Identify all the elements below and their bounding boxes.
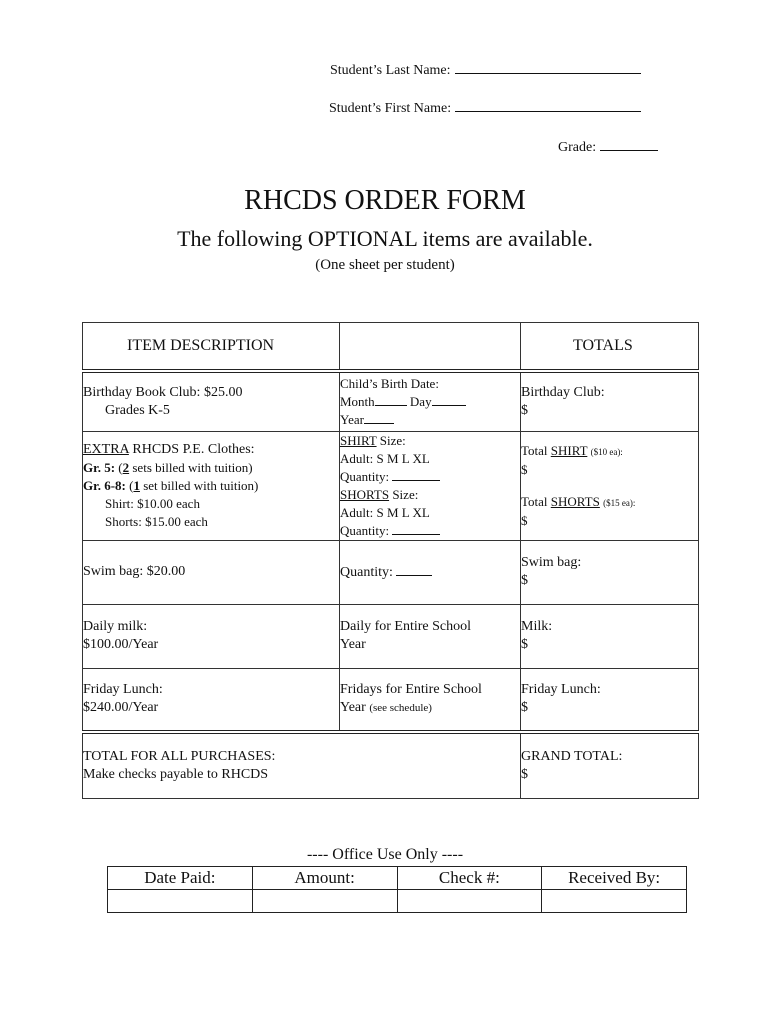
first-name-field[interactable] xyxy=(329,98,641,117)
check-number-cell[interactable] xyxy=(397,890,542,913)
birthday-total-label: Birthday Club: xyxy=(521,384,605,400)
received-by-cell[interactable] xyxy=(542,890,687,913)
grade-label: Grade: xyxy=(558,140,597,155)
lunch-label: Friday Lunch: xyxy=(83,682,163,698)
birth-month-day[interactable]: Month Day xyxy=(340,393,520,411)
grand-total-cell[interactable] xyxy=(521,732,699,798)
table-row-pe-clothes xyxy=(83,431,699,540)
swim-total-label: Swim bag: xyxy=(521,555,582,570)
lunch-schedule: Fridays for Entire School Year (see schedule) xyxy=(340,668,521,732)
shirt-quantity[interactable]: Quantity: xyxy=(340,468,520,486)
pe-grade5: Gr. 5: (2 sets billed with tuition) xyxy=(83,459,253,475)
table-row-birthday xyxy=(83,371,699,431)
last-name-line[interactable] xyxy=(455,60,641,74)
total-middle xyxy=(340,732,521,798)
lunch-total-dollar: $ xyxy=(521,700,528,716)
swim-total-cell[interactable] xyxy=(521,540,699,604)
swim-desc: Swim bag: $20.00 xyxy=(83,540,340,604)
last-name-field[interactable] xyxy=(330,60,641,79)
lunch-desc xyxy=(83,668,340,732)
total-desc xyxy=(83,732,340,798)
lunch-total-label: Friday Lunch: xyxy=(521,682,601,698)
date-paid-header: Date Paid: xyxy=(108,867,253,890)
form-title: RHCDS ORDER FORM xyxy=(244,185,526,216)
swim-total-dollar: $ xyxy=(521,573,528,588)
birthday-desc xyxy=(83,371,340,431)
birthday-total-cell[interactable] xyxy=(521,371,699,431)
pe-size-cell[interactable] xyxy=(340,431,521,540)
birthday-price: Birthday Book Club: $25.00 xyxy=(83,384,243,400)
check-number-header: Check #: xyxy=(397,867,542,890)
form-subtitle: The following OPTIONAL items are available. xyxy=(177,226,593,251)
pe-title: EXTRA RHCDS P.E. Clothes: xyxy=(83,441,255,457)
office-entry-row xyxy=(108,890,687,913)
table-row-grand-total xyxy=(83,732,699,798)
birth-date-label: Child’s Birth Date: xyxy=(340,375,439,391)
office-use-title: ---- Office Use Only ---- xyxy=(306,846,464,863)
total-purchases-label: TOTAL FOR ALL PURCHASES: xyxy=(83,748,276,764)
table-row-swim-bag xyxy=(83,540,699,604)
col-middle-header xyxy=(340,323,521,372)
milk-desc xyxy=(83,604,340,668)
date-paid-cell[interactable] xyxy=(108,890,253,913)
table-header-row xyxy=(83,323,699,372)
birthday-date-cell[interactable] xyxy=(340,371,521,431)
first-name-line[interactable] xyxy=(455,98,641,112)
milk-label: Daily milk: xyxy=(83,619,148,634)
grade-field[interactable] xyxy=(558,137,658,156)
table-row-friday-lunch xyxy=(83,668,699,732)
last-name-label: Student’s Last Name: xyxy=(330,63,451,78)
swim-quantity[interactable]: Quantity: xyxy=(340,540,521,604)
lunch-total-cell[interactable] xyxy=(521,668,699,732)
shirt-total-dollar: $ xyxy=(521,461,528,477)
shirt-adult-sizes[interactable]: Adult: S M L XL xyxy=(340,450,430,466)
lunch-price: $240.00/Year xyxy=(83,700,159,716)
checks-payable-note: Make checks payable to RHCDS xyxy=(83,766,269,782)
shorts-size-label: SHORTS Size: xyxy=(340,486,419,502)
shorts-total-dollar: $ xyxy=(521,512,528,528)
milk-total-label: Milk: xyxy=(521,619,553,634)
office-use-table xyxy=(107,866,687,913)
grade-line[interactable] xyxy=(600,137,658,151)
office-header-row xyxy=(108,867,687,890)
shorts-total-label: Total SHORTS ($15 ea): xyxy=(521,493,636,509)
milk-price: $100.00/Year xyxy=(83,637,159,652)
shirt-total-label: Total SHIRT ($10 ea): xyxy=(521,442,623,458)
shorts-quantity[interactable]: Quantity: xyxy=(340,522,520,540)
pe-shirt-price: Shirt: $10.00 each xyxy=(105,495,200,511)
milk-schedule: Daily for Entire School Year xyxy=(340,604,521,668)
pe-grade68: Gr. 6-8: (1 set billed with tuition) xyxy=(83,477,259,493)
milk-total-cell[interactable] xyxy=(521,604,699,668)
pe-total-cell[interactable] xyxy=(521,431,699,540)
col-totals-header: TOTALS xyxy=(521,323,699,372)
shorts-adult-sizes[interactable]: Adult: S M L XL xyxy=(340,504,430,520)
milk-total-dollar: $ xyxy=(521,637,528,652)
col-item-header: ITEM DESCRIPTION xyxy=(83,323,340,372)
form-note: (One sheet per student) xyxy=(315,257,455,273)
first-name-label: Student’s First Name: xyxy=(329,101,452,116)
amount-header: Amount: xyxy=(252,867,397,890)
grand-total-dollar: $ xyxy=(521,766,528,782)
order-table xyxy=(82,322,699,799)
birthday-grades: Grades K-5 xyxy=(105,402,170,418)
grand-total-label: GRAND TOTAL: xyxy=(521,748,623,764)
pe-clothes-desc xyxy=(83,431,340,540)
pe-shorts-price: Shorts: $15.00 each xyxy=(105,513,208,529)
birthday-total-dollar: $ xyxy=(521,402,528,418)
table-row-milk xyxy=(83,604,699,668)
amount-cell[interactable] xyxy=(252,890,397,913)
shirt-size-label: SHIRT Size: xyxy=(340,432,406,448)
received-by-header: Received By: xyxy=(542,867,687,890)
birth-year[interactable]: Year xyxy=(340,411,520,429)
